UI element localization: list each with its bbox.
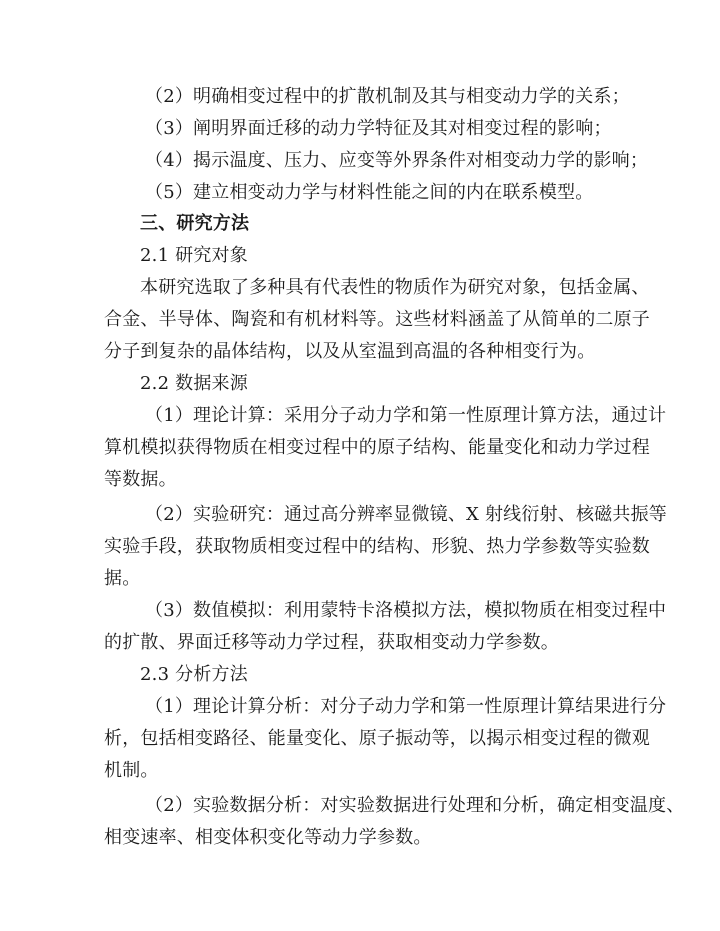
paragraph-line: （2）实验研究：通过高分辨率显微镜、X 射线衍射、核磁共振等	[145, 504, 667, 525]
paragraph-line: （3）数值模拟：利用蒙特卡洛模拟方法，模拟物质在相变过程中	[145, 600, 667, 621]
paragraph-line: 实验手段，获取物质相变过程中的结构、形貌、热力学参数等实验数	[104, 536, 650, 557]
paragraph-line: 合金、半导体、陶瓷和有机材料等。这些材料涵盖了从简单的二原子	[104, 309, 650, 330]
paragraph-line: 的扩散、界面迁移等动力学过程，获取相变动力学参数。	[104, 632, 559, 653]
subsection-title-2-1: 2.1 研究对象	[140, 245, 248, 266]
paragraph-line: 相变速率、相变体积变化等动力学参数。	[104, 827, 432, 848]
objective-2: （2）明确相变过程中的扩散机制及其与相变动力学的关系；	[145, 86, 630, 107]
paragraph-line: （1）理论计算分析：对分子动力学和第一性原理计算结果进行分	[145, 696, 667, 717]
paragraph-line: （2）实验数据分析：对实验数据进行处理和分析，确定相变温度、	[145, 795, 685, 816]
paragraph-line: 机制。	[104, 760, 159, 781]
subsection-title-2-2: 2.2 数据来源	[140, 373, 248, 394]
paragraph-line: 据。	[104, 568, 141, 589]
paragraph-line: 算机模拟获得物质在相变过程中的原子结构、能量变化和动力学过程	[104, 437, 650, 458]
objective-3: （3）阐明界面迁移的动力学特征及其对相变过程的影响；	[145, 118, 612, 139]
objective-5: （5）建立相变动力学与材料性能之间的内在联系模型。	[145, 182, 594, 203]
paragraph-line: 分子到复杂的晶体结构，以及从室温到高温的各种相变行为。	[104, 341, 596, 362]
subsection-title-2-3: 2.3 分析方法	[140, 664, 248, 685]
paragraph-line: 析，包括相变路径、能量变化、原子振动等，以揭示相变过程的微观	[104, 728, 650, 749]
paragraph-line: （1）理论计算：采用分子动力学和第一性原理计算方法，通过计	[145, 405, 667, 426]
paragraph-line: 等数据。	[104, 469, 177, 490]
section-title: 三、研究方法	[140, 213, 250, 234]
objective-4: （4）揭示温度、压力、应变等外界条件对相变动力学的影响；	[145, 150, 649, 171]
paragraph-line: 本研究选取了多种具有代表性的物质作为研究对象，包括金属、	[140, 277, 650, 298]
